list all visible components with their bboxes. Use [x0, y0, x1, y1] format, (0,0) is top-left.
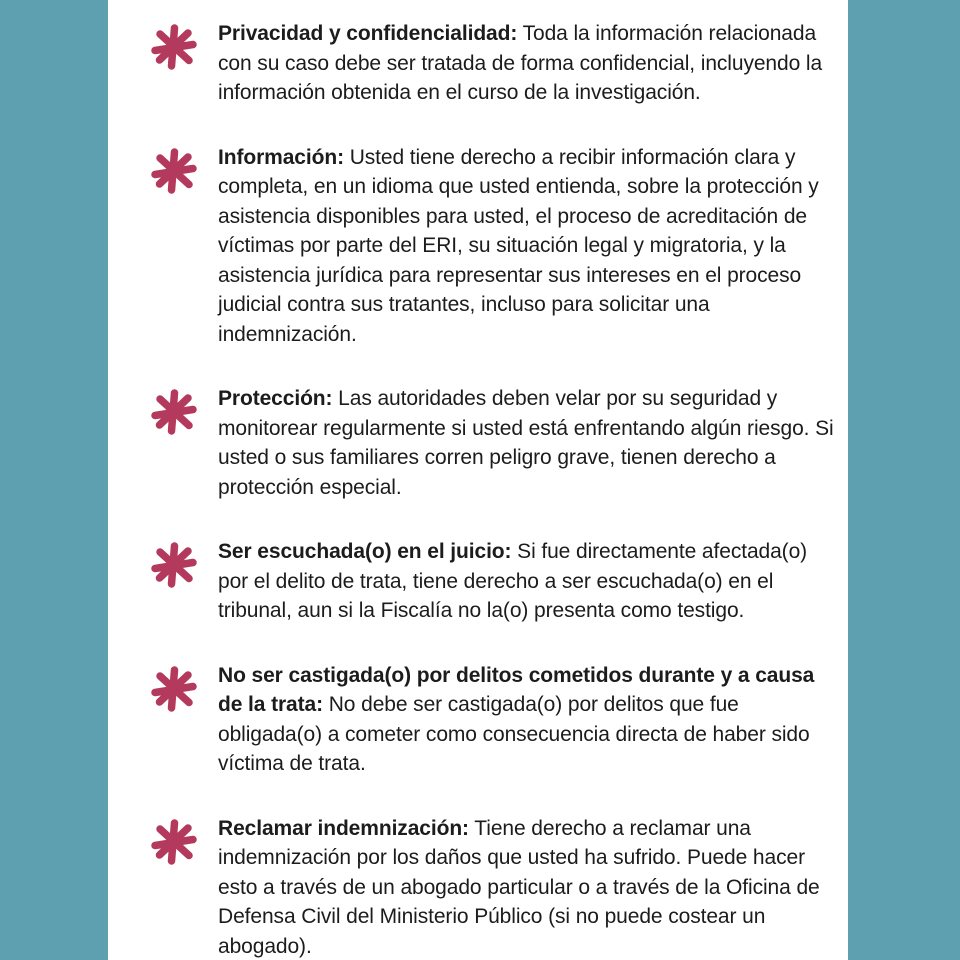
asterisk-icon: [150, 818, 198, 866]
item-body: Toda la información relacionada con su caso debe ser tratada de forma confidencial, incluyendo la información obtenida en el curso de la investigación.: [218, 22, 823, 104]
list-item: [108, 143, 848, 350]
item-body: Si fue directamente afectada(o) por el delito de trata, tiene derecho a ser escuchada(o) en el tribunal, aun si la Fiscalía no la(o) presenta como testigo.: [218, 540, 808, 622]
item-title: Reclamar indemnización:: [218, 816, 469, 840]
item-title: Privacidad y confidencialidad:: [218, 22, 518, 45]
asterisk-icon: [150, 541, 198, 589]
left-border-band: [0, 0, 108, 960]
item-text: [218, 19, 834, 108]
asterisk-icon: [150, 23, 198, 71]
asterisk-icon: [150, 665, 198, 713]
item-title: Protección:: [218, 387, 333, 410]
list-item: [108, 537, 848, 626]
list-item: [108, 19, 848, 108]
item-text: [218, 537, 834, 626]
item-text: [218, 143, 834, 350]
right-border-band: [848, 0, 960, 960]
item-body: No debe ser castigada(o) por delitos que fue obligada(o) a cometer como consecuencia directa de haber sido víctima de trata.: [218, 693, 810, 775]
content-panel: [108, 0, 848, 960]
list-item: [108, 814, 848, 960]
item-text: [218, 661, 834, 779]
item-body: Usted tiene derecho a recibir información clara y completa, en un idioma que usted entienda, sobre la protección y asistencia disponibles para usted, el proceso de acreditación de víctimas por parte del ERI, su situación legal y migratoria, y la asistencia jurídica para representar sus intereses en el proceso judicial contra sus tratantes, incluso para solicitar una indemnización.: [218, 145, 819, 346]
item-text: [218, 814, 834, 960]
asterisk-icon: [150, 388, 198, 436]
item-title: Ser escuchada(o) en el juicio:: [218, 540, 512, 563]
item-title: No ser castigada(o) por delitos cometidos durante y a causa de la trata:: [218, 663, 815, 716]
asterisk-icon: [150, 147, 198, 195]
item-text: [218, 384, 834, 502]
item-title: Información:: [218, 145, 344, 169]
list-item: [108, 384, 848, 502]
item-body: Tiene derecho a reclamar una indemnización por los daños que usted ha sufrido. Puede hacer esto a través de un abogado particular o a través de la Oficina de Defensa Civil del Ministerio Público (si no puede costear un abogado).: [218, 816, 820, 958]
list-item: [108, 661, 848, 779]
item-body: Las autoridades deben velar por su seguridad y monitorear regularmente si usted está enfrentando algún riesgo. Si usted o sus familiares corren peligro grave, tienen derecho a protección especial.: [218, 387, 834, 499]
